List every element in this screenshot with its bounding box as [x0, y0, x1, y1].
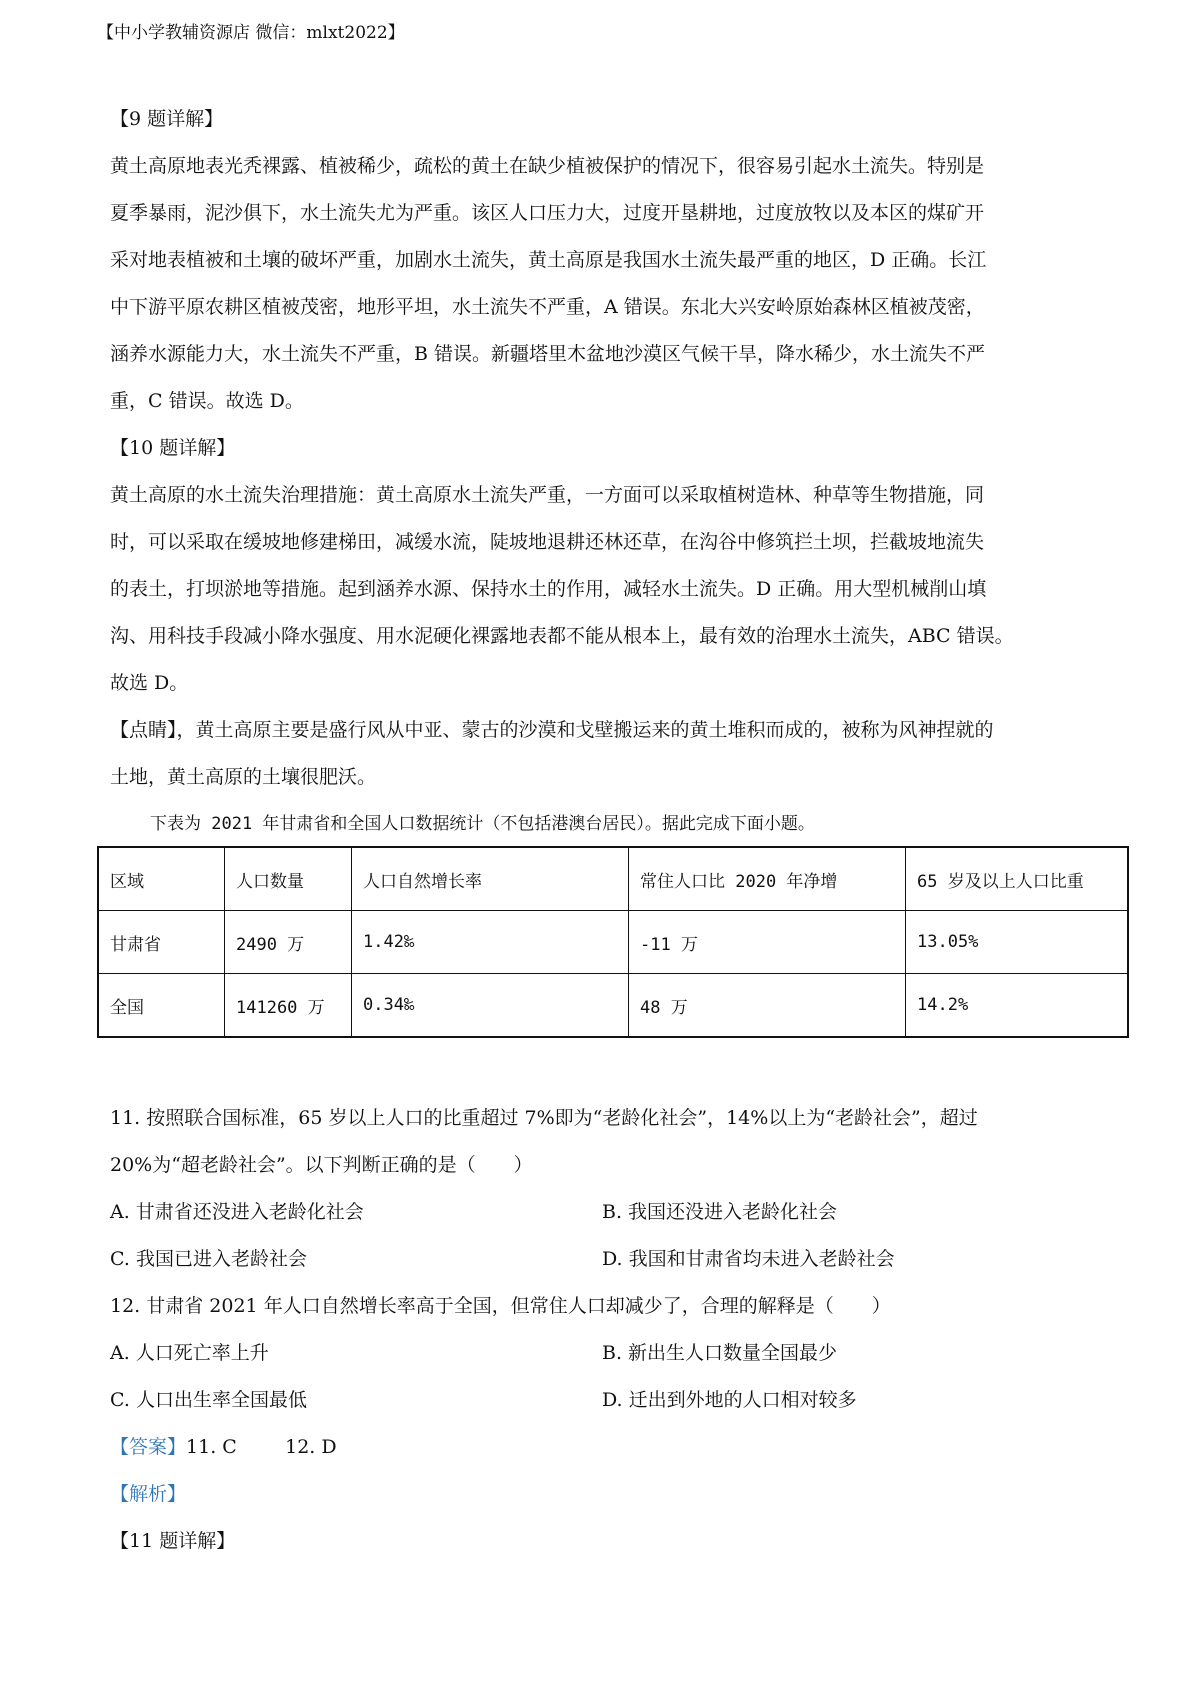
table-header-cell: 65 岁及以上人口比重	[906, 847, 1129, 911]
q11-option-a: A. 甘肃省还没进入老龄化社会	[110, 1201, 364, 1223]
q12-option-d: D. 迁出到外地的人口相对较多	[602, 1389, 857, 1411]
q12-option-a: A. 人口死亡率上升	[110, 1342, 269, 1364]
q10-text-line: 故选 D。	[110, 672, 189, 694]
q12-stem-line: 12. 甘肃省 2021 年人口自然增长率高于全国，但常住人口却减少了，合理的解释是（ ）	[110, 1295, 891, 1317]
table-cell: 0.34‰	[352, 974, 629, 1038]
q10-text-line: 黄土高原的水土流失治理措施：黄土高原水土流失严重，一方面可以采取植树造林、种草等生物措施，同	[110, 484, 985, 506]
answer-line	[110, 1424, 1110, 1471]
table-header-cell: 人口自然增长率	[352, 847, 629, 911]
table-intro: 下表为 2021 年甘肃省和全国人口数据统计（不包括港澳台居民）。据此完成下面小题。	[150, 814, 815, 834]
q11-option-c: C. 我国已进入老龄社会	[110, 1248, 307, 1270]
q9-heading: 【9 题详解】	[110, 108, 224, 130]
question-section	[110, 1095, 1110, 1565]
table-row	[98, 911, 1128, 974]
table-header-row	[98, 847, 1128, 911]
q11-options-row	[110, 1189, 1110, 1236]
table-cell: 2490 万	[225, 911, 352, 974]
q10-text-line: 沟、用科技手段减小降水强度、用水泥硬化裸露地表都不能从根本上，最有效的治理水土流失，ABC 错误。	[110, 625, 1014, 647]
q9-text-line: 涵养水源能力大，水土流失不严重，B 错误。新疆塔里木盆地沙漠区气候干旱，降水稀少，水土流失不严	[110, 343, 986, 365]
q11-option-d: D. 我国和甘肃省均未进入老龄社会	[602, 1248, 895, 1270]
analysis-label: 【解析】	[110, 1483, 187, 1505]
q11-options-row	[110, 1236, 1110, 1283]
q9-text-line: 重，C 错误。故选 D。	[110, 390, 304, 412]
q11-option-b: B. 我国还没进入老龄化社会	[602, 1201, 838, 1223]
answer-label: 【答案】	[110, 1436, 187, 1458]
q12-options-row	[110, 1330, 1110, 1377]
note-line: 【点睛】，黄土高原主要是盛行风从中亚、蒙古的沙漠和戈壁搬运来的黄土堆积而成的，被称为风神捏就的	[110, 719, 994, 741]
q12-option-b: B. 新出生人口数量全国最少	[602, 1342, 838, 1364]
q11-detail-heading: 【11 题详解】	[110, 1530, 236, 1552]
table-header-cell: 人口数量	[225, 847, 352, 911]
population-table	[97, 846, 1129, 1038]
table-cell: 全国	[98, 974, 225, 1038]
source-header: 【中小学教辅资源店 微信：mlxt2022】	[97, 23, 405, 43]
table-cell: 甘肃省	[98, 911, 225, 974]
table-cell: 13.05%	[906, 911, 1129, 974]
q9-text-line: 黄土高原地表光秃裸露、植被稀少，疏松的黄土在缺少植被保护的情况下，很容易引起水土流失。特别是	[110, 155, 985, 177]
table-cell: 141260 万	[225, 974, 352, 1038]
table-row	[98, 974, 1128, 1038]
table-cell: -11 万	[629, 911, 906, 974]
table-cell: 48 万	[629, 974, 906, 1038]
table-header-cell: 区域	[98, 847, 225, 911]
q10-text-line: 的表土，打坝淤地等措施。起到涵养水源、保持水土的作用，减轻水土流失。D 正确。用大型机械削山填	[110, 578, 987, 600]
q12-option-c: C. 人口出生率全国最低	[110, 1389, 307, 1411]
answer-text: 11. C 12. D	[186, 1436, 337, 1458]
q10-text-line: 时，可以采取在缓坡地修建梯田，减缓水流，陡坡地退耕还林还草，在沟谷中修筑拦土坝，拦截坡地流失	[110, 531, 985, 553]
note-line: 土地，黄土高原的土壤很肥沃。	[110, 766, 377, 788]
q9-text-line: 中下游平原农耕区植被茂密，地形平坦，水土流失不严重，A 错误。东北大兴安岭原始森林区植被茂密，	[110, 296, 985, 318]
table-cell: 1.42‰	[352, 911, 629, 974]
q12-options-row	[110, 1377, 1110, 1424]
q9-text-line: 夏季暴雨，泥沙俱下，水土流失尤为严重。该区人口压力大，过度开垦耕地，过度放牧以及本区的煤矿开	[110, 202, 985, 224]
q9-text-line: 采对地表植被和土壤的破坏严重，加剧水土流失，黄土高原是我国水土流失最严重的地区，D 正确。长江	[110, 249, 987, 271]
table-header-cell: 常住人口比 2020 年净增	[629, 847, 906, 911]
q11-stem-line: 20%为“超老龄社会”。以下判断正确的是（ ）	[110, 1154, 533, 1176]
table-cell: 14.2%	[906, 974, 1129, 1038]
explanation-section	[110, 96, 1100, 848]
q10-heading: 【10 题详解】	[110, 437, 236, 459]
q11-stem-line: 11. 按照联合国标准，65 岁以上人口的比重超过 7%即为“老龄化社会”，14%以上为“老龄社会”，超过	[110, 1107, 978, 1129]
